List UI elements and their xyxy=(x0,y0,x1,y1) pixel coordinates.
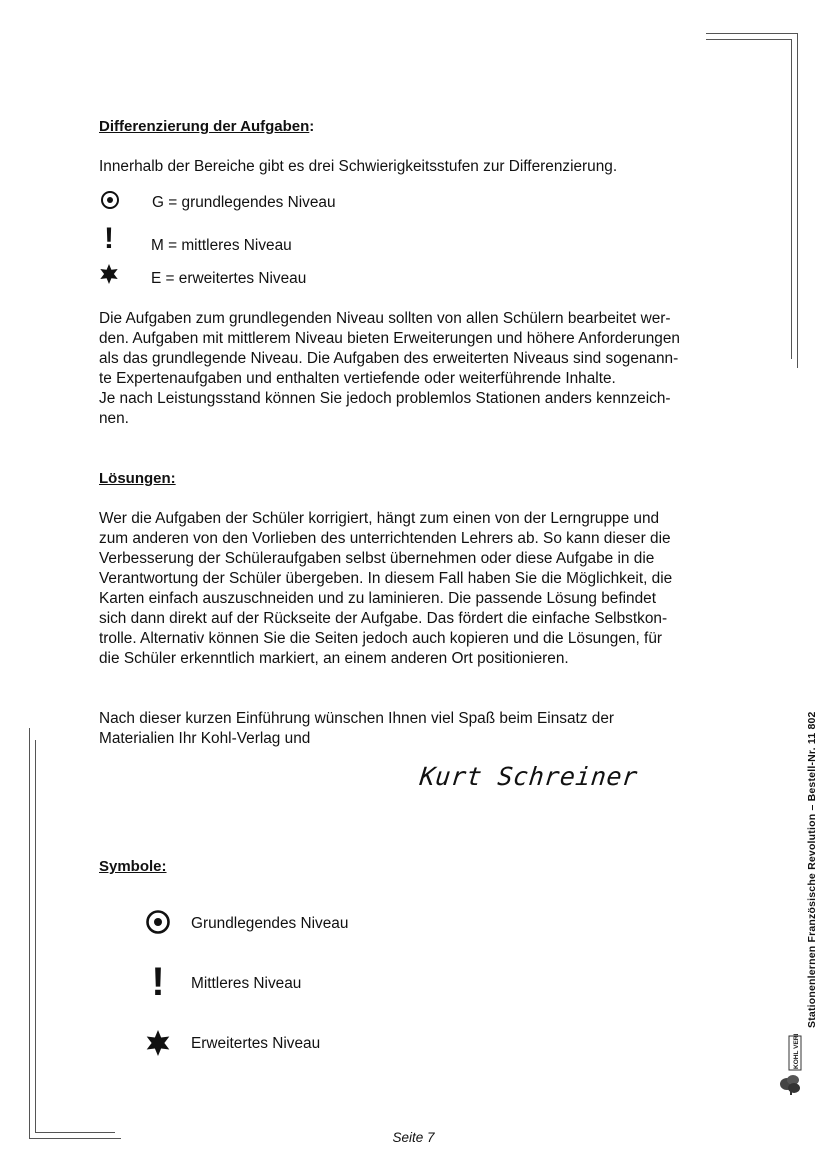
intro-text: Innerhalb der Bereiche gibt es drei Schwierigkeitsstufen zur Differenzierung. xyxy=(99,158,618,175)
frame-right-line-inner xyxy=(791,39,792,359)
star-icon xyxy=(144,1028,172,1058)
publisher-logo-text: KOHL VERLAG xyxy=(793,1034,800,1069)
level-label-m: M = mittleres Niveau xyxy=(151,237,292,254)
paragraph-closing: Nach dieser kurzen Einführung wünschen Ihnen viel Spaß beim Einsatz der Materialien Ihr Kohl-Verlag und xyxy=(99,710,615,747)
symbol-label-mittleres: Mittleres Niveau xyxy=(191,975,302,992)
paragraph-loesungen: Wer die Aufgaben der Schüler korrigiert, hängt zum einen von der Lerngruppe und zum anderen von den Vorlieben des unterrichtenden Lehrers ab. So kann dieser die Verbesserung der Schüleraufgaben selbst übernehmen oder diese Aufgabe in die Verantwortung der Schüler übergeben. In diesem Fall haben Sie die Möglichkeit, die Karten einfach auszuschneiden und zu laminieren. Die passende Lösung befindet sich dann direkt auf der Rückseite der Aufgabe. Das fördert die einfache Selbstkon- trolle. Alternativ können Sie die Seiten jedoch auch kopieren und die Lösungen, für die Schüler erkenntlich markiert, an einem anderen Ort positionieren. xyxy=(99,510,673,667)
heading-loesungen xyxy=(99,470,176,487)
heading-symbole xyxy=(99,858,167,875)
symbol-label-erweitert: Erweitertes Niveau xyxy=(191,1035,321,1052)
target-circle-icon xyxy=(144,908,172,936)
frame-top-line-outer xyxy=(706,33,798,34)
signature: Kurt Schreiner xyxy=(418,762,640,791)
level-label-g: G = grundlegendes Niveau xyxy=(152,194,336,211)
frame-top-line-inner xyxy=(706,39,792,40)
exclamation-icon: ! xyxy=(151,959,165,1004)
symbol-label-grundlegend: Grundlegendes Niveau xyxy=(191,915,349,932)
star-icon xyxy=(98,263,120,285)
heading-differenzierung-colon: : xyxy=(309,118,315,135)
heading-differenzierung xyxy=(99,118,314,135)
heading-loesungen-text: Lösungen: xyxy=(99,470,176,487)
sidebar-order-info: Stationenlernen Französische Revolution – Bestell-Nr. 11 802 xyxy=(806,711,818,1028)
page-number: Seite 7 xyxy=(392,1130,435,1145)
heading-symbole-text: Symbole: xyxy=(99,858,167,875)
publisher-logo xyxy=(778,1034,804,1096)
level-label-e: E = erweitertes Niveau xyxy=(151,270,307,287)
exclamation-icon: ! xyxy=(104,222,114,255)
frame-left-line-inner xyxy=(35,740,36,1133)
frame-right-line-outer xyxy=(797,33,798,368)
target-circle-icon xyxy=(99,189,120,210)
paragraph-niveau: Die Aufgaben zum grundlegenden Niveau sollten von allen Schülern bearbeitet wer- den. Aufgaben mit mittlerem Niveau bieten Erweiterungen und höhere Anforderungen als das grundlegende Niveau. Die Aufgaben des erweiterten Niveaus sind sogenann- te Expertenaufgaben und enthalten vertiefende oder weiterführende Inhalte. Je nach Leistungsstand können Sie jedoch problemlos Stationen anders kennzeich- nen. xyxy=(99,310,680,427)
frame-left-line-outer xyxy=(29,728,30,1139)
heading-differenzierung-text: Differenzierung der Aufgaben xyxy=(99,118,310,135)
